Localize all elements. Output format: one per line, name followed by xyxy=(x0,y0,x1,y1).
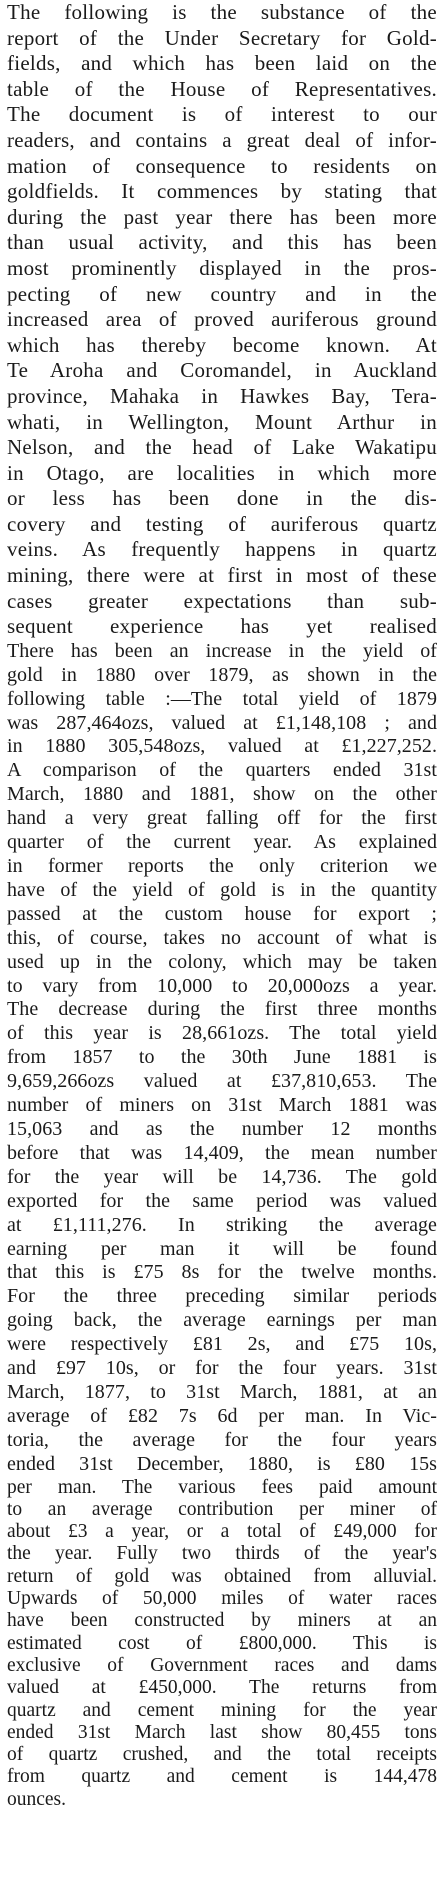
text-line: March, 1877, to 31st March, 1881, at an xyxy=(7,1380,437,1403)
text-line: March, 1880 and 1881, show on the other xyxy=(7,783,437,806)
text-line: of this year is 28,661ozs. The total yield xyxy=(7,1022,437,1045)
text-line: in 1880 305,548ozs, valued at £1,227,252. xyxy=(7,735,437,758)
text-line: of quartz crushed, and the total receipts xyxy=(7,1744,437,1766)
text-line: and £97 10s, or for the four years. 31st xyxy=(7,1357,437,1380)
text-line: exported for the same period was valued xyxy=(7,1189,437,1212)
text-line: number of miners on 31st March 1881 was xyxy=(7,1094,437,1117)
text-line: valued at £450,000. The returns from xyxy=(7,1677,437,1699)
text-line: that this is £75 8s for the twelve months. xyxy=(7,1261,437,1284)
text-line: For the three preceding similar periods xyxy=(7,1285,437,1308)
text-line: in former reports the only criterion we xyxy=(7,855,437,877)
text-line: goldfields. It commences by stating that xyxy=(7,179,437,204)
text-line: quartz and cement mining for the year xyxy=(7,1699,437,1721)
text-line: veins. As frequently happens in quartz xyxy=(7,537,437,562)
text-line: The document is of interest to our xyxy=(7,102,437,127)
text-line: report of the Under Secretary for Gold- xyxy=(7,25,437,50)
text-line: return of gold was obtained from alluvial. xyxy=(7,1565,437,1587)
text-line: for the year will be 14,736. The gold xyxy=(7,1165,437,1188)
text-line: have of the yield of gold is in the quantity xyxy=(7,878,437,901)
text-line: estimated cost of £800,000. This is xyxy=(7,1632,437,1654)
text-line: to an average contribution per miner of xyxy=(7,1498,437,1520)
text-line: sequent experience has yet realised xyxy=(7,614,437,639)
text-line: were respectively £81 2s, and £75 10s, xyxy=(7,1333,437,1356)
text-line: The following is the substance of the xyxy=(7,0,437,24)
text-line: during the past year there has been more xyxy=(7,204,437,229)
text-line: quarter of the current year. As explained xyxy=(7,831,437,854)
text-line: cases greater expectations than sub- xyxy=(7,588,437,613)
text-line: going back, the average earnings per man xyxy=(7,1309,437,1332)
text-line: 15,063 and as the number 12 months xyxy=(7,1117,437,1140)
text-line: was 287,464ozs, valued at £1,148,108 ; and xyxy=(7,711,437,734)
text-line: 9,659,266ozs valued at £37,810,653. The xyxy=(7,1070,437,1093)
text-line: from 1857 to the 30th June 1881 is xyxy=(7,1046,437,1069)
text-line: earning per man it will be found xyxy=(7,1237,437,1260)
text-line: province, Mahaka in Hawkes Bay, Tera- xyxy=(7,383,437,408)
text-line: used up in the colony, which may be taken xyxy=(7,950,437,973)
text-line: ended 31st March last show 80,455 tons xyxy=(7,1721,437,1743)
text-line: There has been an increase in the yield of xyxy=(7,639,437,662)
text-line: before that was 14,409, the mean number xyxy=(7,1141,437,1164)
text-line: mining, there were at first in most of these xyxy=(7,563,437,588)
text-line: readers, and contains a great deal of infor- xyxy=(7,127,437,152)
text-line: The decrease during the first three months xyxy=(7,998,437,1021)
text-line: this, of course, takes no account of what is xyxy=(7,926,437,949)
text-line: at £1,111,276. In striking the average xyxy=(7,1213,437,1236)
text-line: ended 31st December, 1880, is £80 15s xyxy=(7,1452,437,1475)
text-line: fields, and which has been laid on the xyxy=(7,51,437,76)
text-line: mation of consequence to residents on xyxy=(7,153,437,178)
article-column xyxy=(7,0,437,1811)
text-line: whati, in Wellington, Mount Arthur in xyxy=(7,409,437,434)
text-line: per man. The various fees paid amount xyxy=(7,1476,437,1498)
text-line: than usual activity, and this has been xyxy=(7,230,437,255)
text-line: have been constructed by miners at an xyxy=(7,1610,437,1632)
text-line: table of the House of Representatives. xyxy=(7,76,437,101)
text-line: A comparison of the quarters ended 31st xyxy=(7,759,437,782)
text-line: following table :—The total yield of 1879 xyxy=(7,687,437,710)
text-line: or less has been done in the dis- xyxy=(7,486,437,511)
text-line: toria, the average for the four years xyxy=(7,1428,437,1451)
text-line: pecting of new country and in the xyxy=(7,281,437,306)
text-line: gold in 1880 over 1879, as shown in the xyxy=(7,663,437,686)
text-line: ounces. xyxy=(7,1788,67,1810)
text-line: Upwards of 50,000 miles of water races xyxy=(7,1588,437,1610)
text-line: Te Aroha and Coromandel, in Auckland xyxy=(7,358,437,383)
text-line: passed at the custom house for export ; xyxy=(7,902,437,925)
text-line: Nelson, and the head of Lake Wakatipu xyxy=(7,435,437,460)
text-line: exclusive of Government races and dams xyxy=(7,1654,437,1676)
text-line: to vary from 10,000 to 20,000ozs a year. xyxy=(7,974,437,997)
text-line: average of £82 7s 6d per man. In Vic- xyxy=(7,1404,437,1427)
text-line: increased area of proved auriferous ground xyxy=(7,307,437,332)
text-line: the year. Fully two thirds of the year's xyxy=(7,1543,437,1565)
text-line: most prominently displayed in the pros- xyxy=(7,255,437,280)
text-line: in Otago, are localities in which more xyxy=(7,460,437,485)
text-line: hand a very great falling off for the first xyxy=(7,807,437,830)
text-line: which has thereby become known. At xyxy=(7,332,437,357)
text-line: covery and testing of auriferous quartz xyxy=(7,511,437,536)
text-line: from quartz and cement is 144,478 xyxy=(7,1766,437,1788)
text-line: about £3 a year, or a total of £49,000 for xyxy=(7,1521,437,1543)
